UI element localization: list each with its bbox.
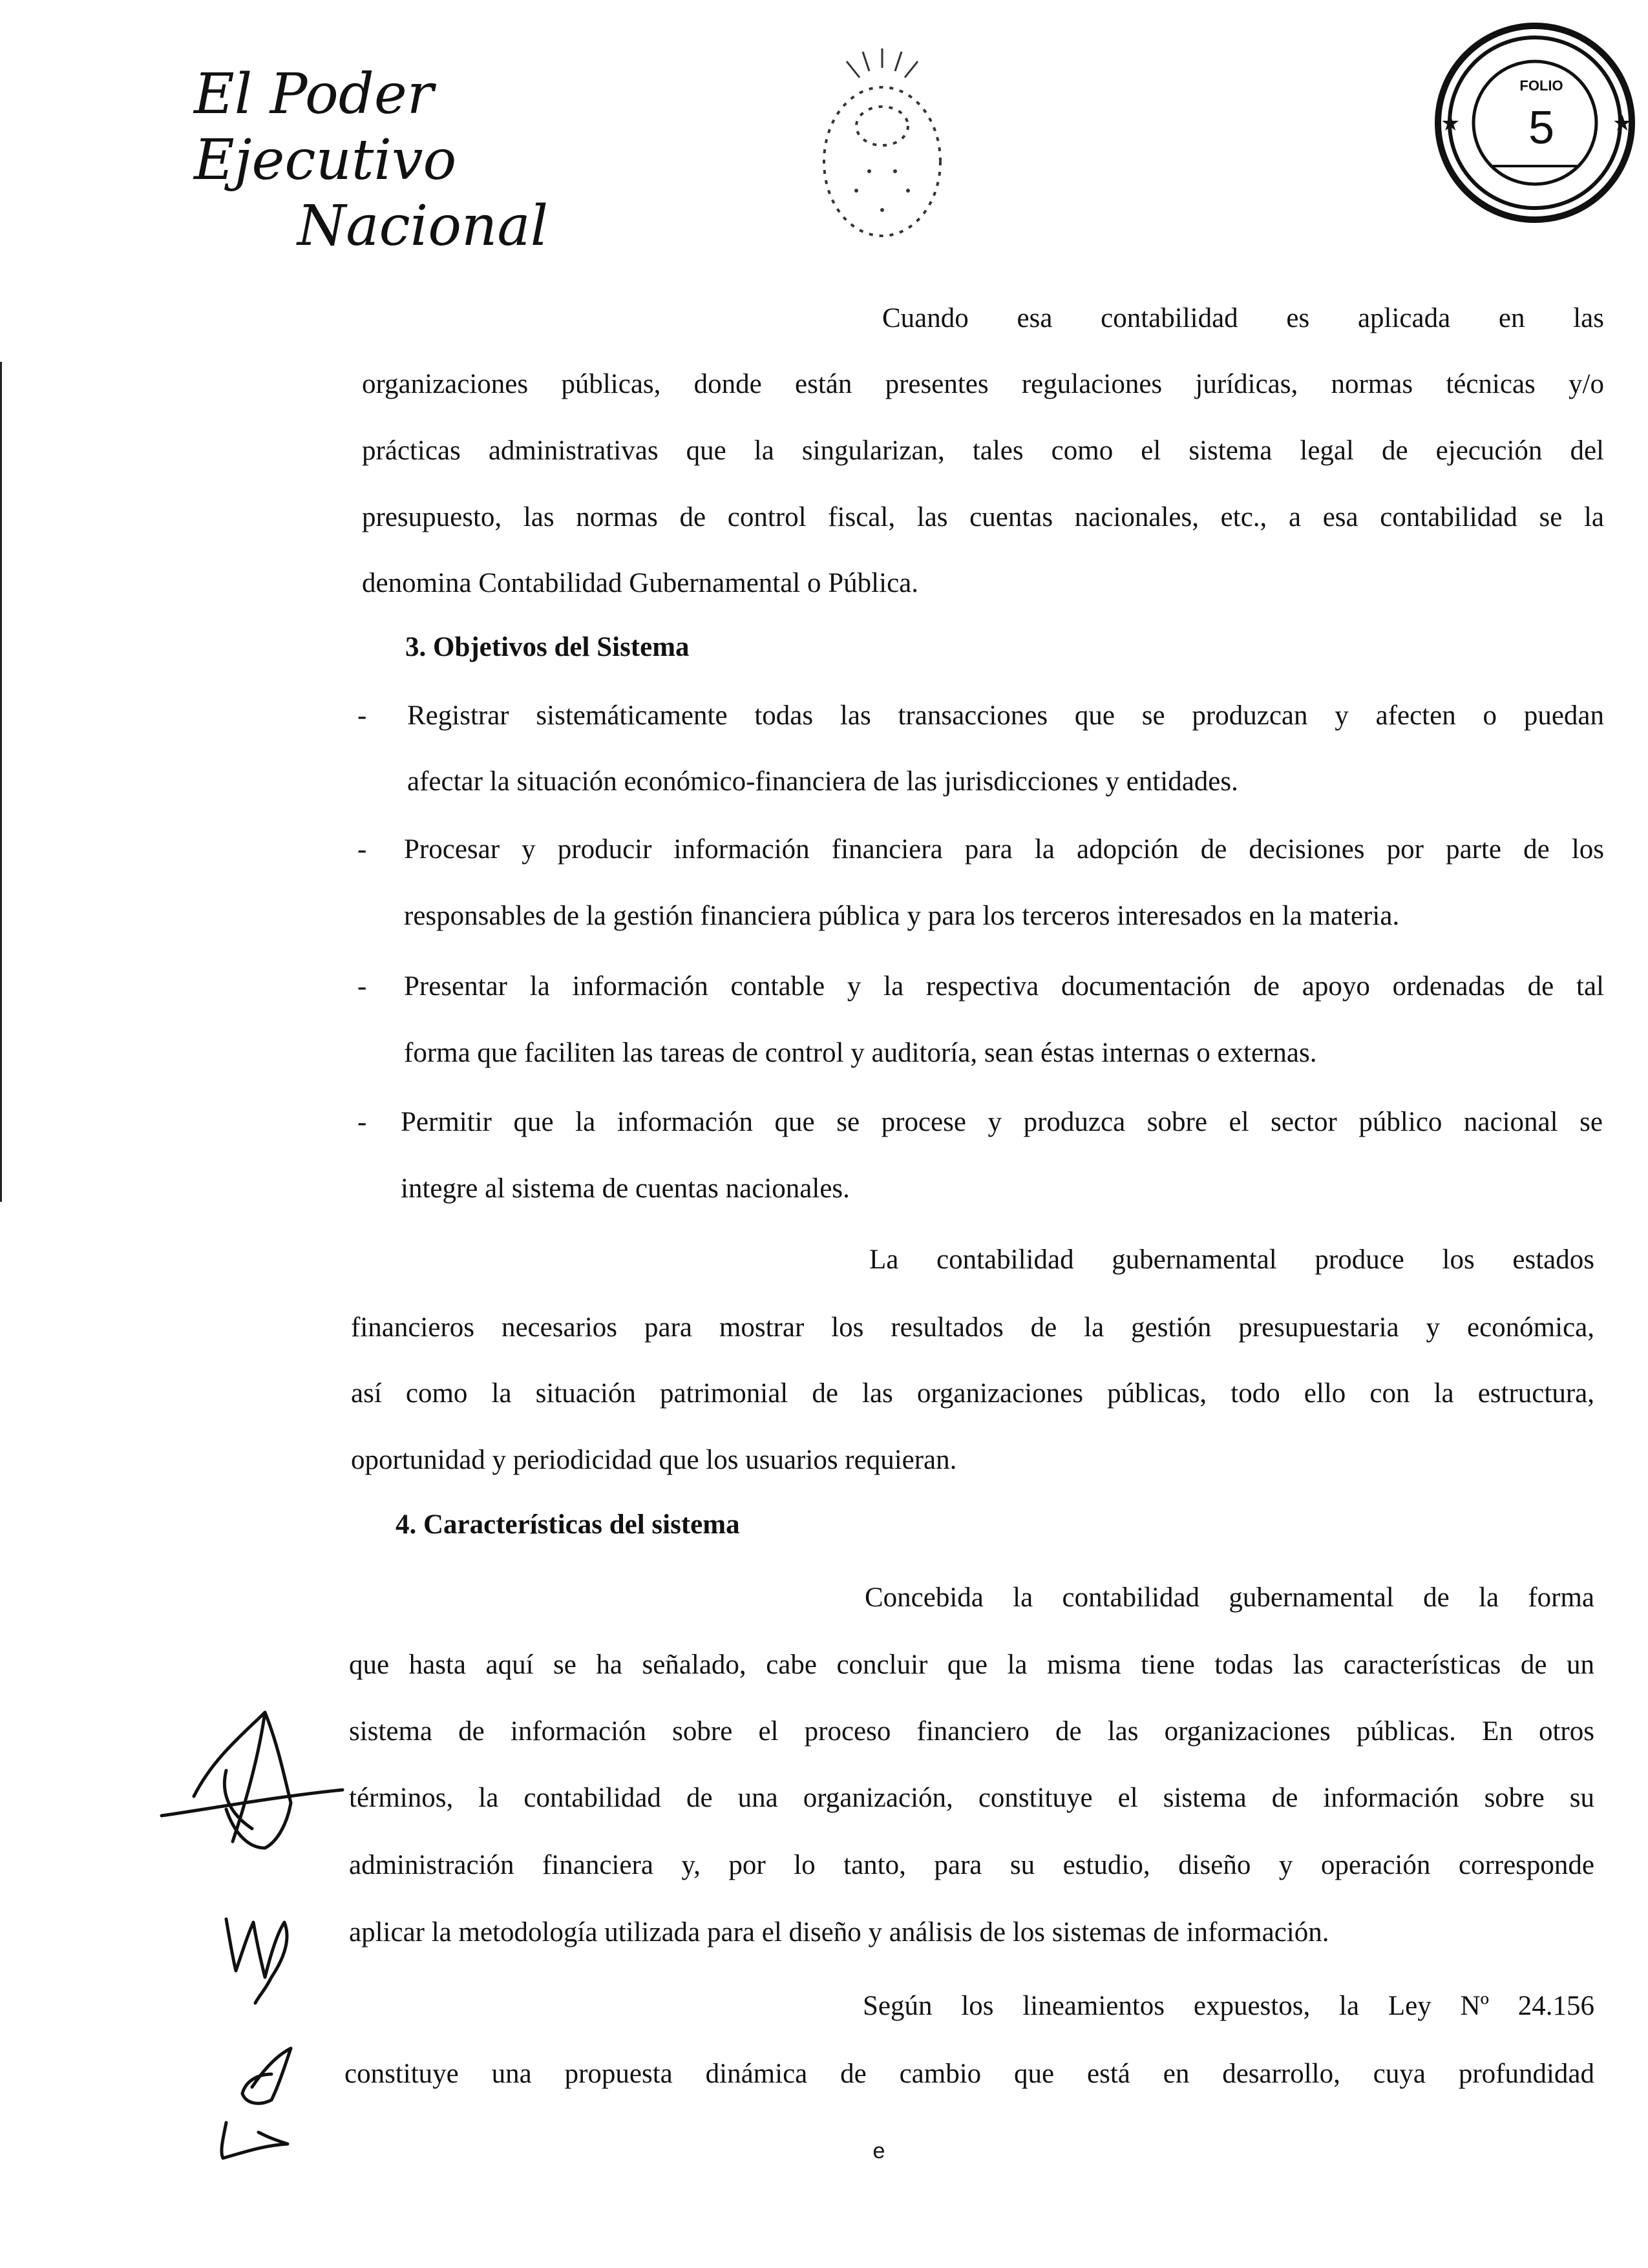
bullet-dash: - [357, 1107, 367, 1137]
list-item-line: Procesar y producir información financiera para la adopción de decisiones por parte de los [404, 834, 1604, 865]
text-line: La contabilidad gubernamental produce los estados [869, 1244, 1594, 1275]
stamp-label: FOLIO [1519, 78, 1563, 94]
list-item-line: Presentar la información contable y la respectiva documentación de apoyo ordenadas de tal [404, 971, 1604, 1002]
section-heading-3: 3. Objetivos del Sistema [405, 632, 690, 662]
svg-text:★: ★ [1612, 110, 1632, 136]
text-line: prácticas administrativas que la singularizan, tales como el sistema legal de ejecución del [362, 436, 1604, 466]
text-line: organizaciones públicas, donde están presentes regulaciones jurídicas, normas técnicas y/o [362, 369, 1604, 399]
text-line: Concebida la contabilidad gubernamental de la forma [865, 1582, 1594, 1613]
text-line: Cuando esa contabilidad es aplicada en las [882, 303, 1604, 333]
svg-text:★: ★ [1441, 110, 1461, 136]
header-title-line2: Nacional [297, 194, 549, 258]
text-line: Según los lineamientos expuestos, la Ley Nº 24.156 [863, 1991, 1594, 2021]
header-title-line1: El Poder Ejecutivo [194, 62, 457, 193]
text-line: presupuesto, las normas de control fiscal, las cuentas nacionales, etc., a esa contabilidad se la [362, 502, 1604, 532]
text-line: así como la situación patrimonial de las organizaciones públicas, todo ello con la estructura, [351, 1378, 1594, 1409]
text-line: términos, la contabilidad de una organización, constituye el sistema de información sobre su [349, 1783, 1594, 1813]
text-line: constituye una propuesta dinámica de cambio que está en desarrollo, cuya profundidad [344, 2059, 1594, 2089]
text-line: aplicar la metodología utilizada para el diseño y análisis de los sistemas de información. [349, 1917, 1329, 1948]
list-item-line: forma que faciliten las tareas de control y auditoría, sean éstas internas o externas. [404, 1038, 1317, 1068]
list-item-line: responsables de la gestión financiera pública y para los terceros interesados en la materia. [404, 901, 1400, 931]
bullet-dash: - [357, 700, 367, 731]
list-item-line: afectar la situación económico-financiera de las jurisdicciones y entidades. [407, 766, 1238, 797]
list-item-line: Permitir que la información que se procese y produzca sobre el sector público nacional se [401, 1107, 1603, 1137]
text-line: que hasta aquí se ha señalado, cabe concluir que la misma tiene todas las características de un [349, 1650, 1594, 1680]
stamp-number: 5 [1528, 102, 1555, 154]
text-line: oportunidad y periodicidad que los usuarios requieran. [351, 1445, 957, 1475]
bullet-dash: - [357, 834, 367, 865]
signature-initials-1 [162, 1712, 343, 1848]
signature-initials-3 [222, 2048, 291, 2158]
section-heading-4: 4. Características del sistema [396, 1509, 740, 1540]
signature-initials-2 [226, 1919, 287, 2003]
text-line: financieros necesarios para mostrar los resultados de la gestión presupuestaria y económica, [351, 1312, 1594, 1343]
list-item-line: Registrar sistemáticamente todas las transacciones que se produzcan y afecten o puedan [407, 700, 1604, 731]
text-line: administración financiera y, por lo tanto, para su estudio, diseño y operación corresponde [349, 1850, 1594, 1880]
bullet-dash: - [357, 971, 367, 1002]
list-item-line: integre al sistema de cuentas nacionales. [401, 1173, 850, 1204]
text-line: sistema de información sobre el proceso financiero de las organizaciones públicas. En otros [349, 1716, 1594, 1747]
text-line: denomina Contabilidad Gubernamental o Pública. [362, 568, 918, 598]
page-number: e [872, 2139, 885, 2163]
